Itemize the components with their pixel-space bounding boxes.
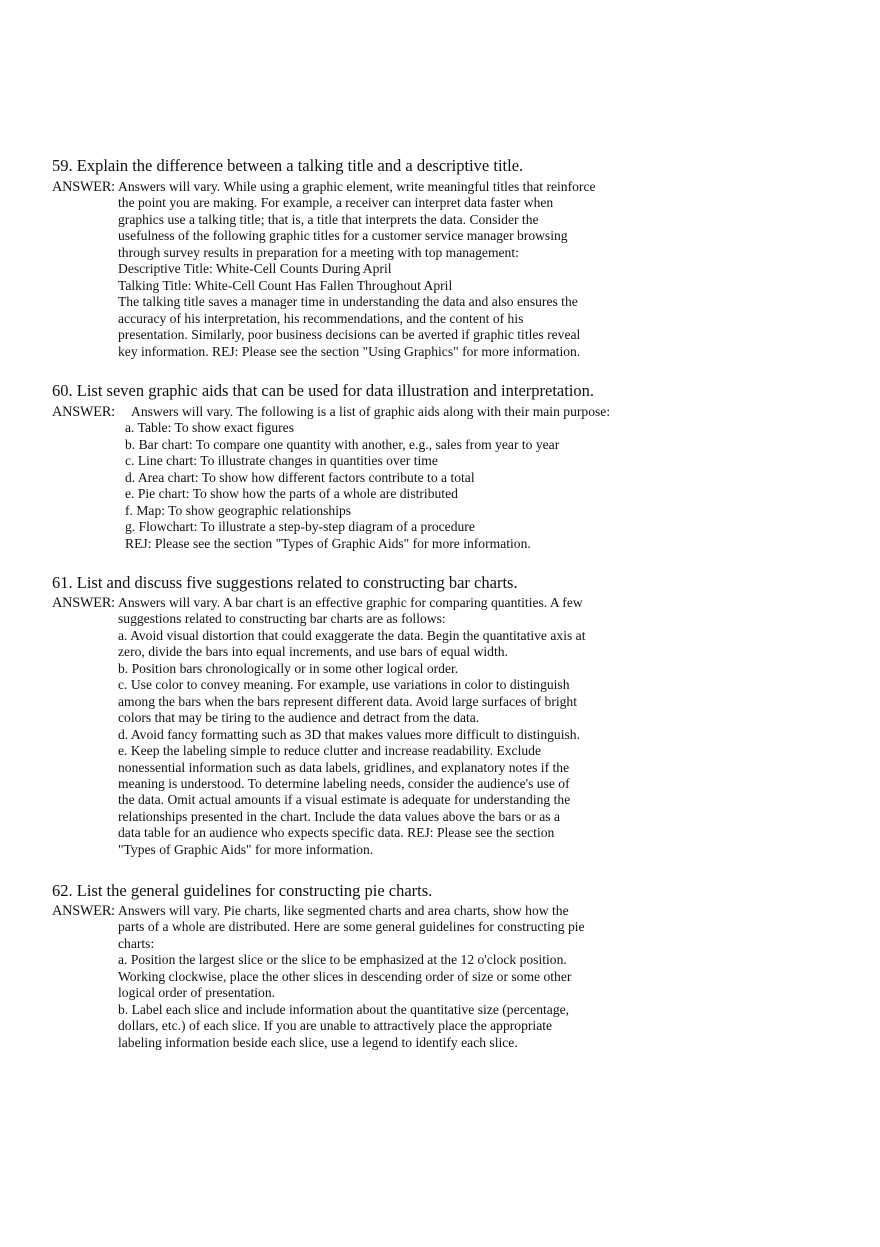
answer-line: The talking title saves a manager time in understanding the data and also ensures the bbox=[118, 294, 578, 310]
answer-line: Answers will vary. Pie charts, like segmented charts and area charts, show how the bbox=[118, 903, 569, 918]
answer-line: the point you are making. For example, a receiver can interpret data faster when bbox=[118, 195, 554, 211]
answer-line: Answers will vary. A bar chart is an effective graphic for comparing quantities. A few bbox=[118, 595, 583, 610]
answer-line: b. Label each slice and include information about the quantitative size (percentage, bbox=[118, 1001, 570, 1017]
answer-line: logical order of presentation. bbox=[118, 985, 276, 1001]
answer-line: a. Table: To show exact figures bbox=[125, 420, 294, 436]
answer-line: "Types of Graphic Aids" for more information. bbox=[118, 841, 374, 857]
answer-line: nonessential information such as data labels, gridlines, and explanatory notes if the bbox=[118, 759, 570, 775]
answer-line: c. Line chart: To illustrate changes in quantities over time bbox=[125, 453, 438, 469]
answer-line: labeling information beside each slice, use a legend to identify each slice. bbox=[118, 1034, 518, 1050]
question-60-answer-label: ANSWER: bbox=[52, 404, 115, 420]
question-61-answer bbox=[118, 595, 630, 858]
question-61-title: 61. List and discuss five suggestions related to constructing bar charts. bbox=[52, 573, 518, 592]
answer-line: graphics use a talking title; that is, a title that interprets the data. Consider the bbox=[118, 211, 539, 227]
answer-line: d. Avoid fancy formatting such as 3D that makes values more difficult to distinguish. bbox=[118, 726, 580, 742]
answer-line: Answers will vary. The following is a list of graphic aids along with their main purpose: bbox=[131, 404, 611, 419]
answer-line: colors that may be tiring to the audience and detract from the data. bbox=[118, 710, 480, 726]
answer-line: the data. Omit actual amounts if a visual estimate is adequate for understanding the bbox=[118, 792, 571, 808]
question-61-answer-label: ANSWER: bbox=[52, 595, 115, 611]
answer-line: f. Map: To show geographic relationships bbox=[125, 502, 352, 518]
answer-line: b. Position bars chronologically or in some other logical order. bbox=[118, 660, 459, 676]
question-59-title: 59. Explain the difference between a talking title and a descriptive title. bbox=[52, 156, 524, 175]
question-60-answer bbox=[125, 404, 643, 552]
answer-line: usefulness of the following graphic titles for a customer service manager browsing bbox=[118, 228, 568, 244]
question-59-answer bbox=[118, 179, 630, 360]
answer-line: data table for an audience who expects specific data. REJ: Please see the section bbox=[118, 825, 555, 841]
answer-line: c. Use color to convey meaning. For example, use variations in color to distinguish bbox=[118, 677, 570, 693]
answer-line: REJ: Please see the section "Types of Graphic Aids" for more information. bbox=[125, 535, 531, 551]
answer-line: key information. REJ: Please see the section "Using Graphics" for more information. bbox=[118, 343, 581, 359]
question-59-answer-label: ANSWER: bbox=[52, 179, 115, 195]
answer-line: meaning is understood. To determine labeling needs, consider the audience's use of bbox=[118, 775, 570, 791]
answer-line: dollars, etc.) of each slice. If you are unable to attractively place the appropriate bbox=[118, 1018, 553, 1034]
answer-line: Talking Title: White-Cell Count Has Fallen Throughout April bbox=[118, 277, 453, 293]
answer-line: g. Flowchart: To illustrate a step-by-step diagram of a procedure bbox=[125, 519, 475, 535]
answer-line: e. Pie chart: To show how the parts of a whole are distributed bbox=[125, 486, 458, 502]
answer-line: Answers will vary. While using a graphic element, write meaningful titles that reinforce bbox=[118, 179, 596, 194]
question-60-title: 60. List seven graphic aids that can be used for data illustration and interpretation. bbox=[52, 381, 595, 400]
answer-line: presentation. Similarly, poor business decisions can be averted if graphic titles reveal bbox=[118, 327, 581, 343]
answer-line: a. Avoid visual distortion that could exaggerate the data. Begin the quantitative axis at bbox=[118, 627, 586, 643]
answer-line: accuracy of his interpretation, his recommendations, and the content of his bbox=[118, 310, 524, 326]
answer-line: zero, divide the bars into equal increments, and use bars of equal width. bbox=[118, 644, 508, 660]
answer-line: parts of a whole are distributed. Here are some general guidelines for constructing pie bbox=[118, 919, 585, 935]
question-62-title: 62. List the general guidelines for constructing pie charts. bbox=[52, 881, 433, 900]
answer-line: relationships presented in the chart. Include the data values above the bars or as a bbox=[118, 808, 561, 824]
answer-line: suggestions related to constructing bar charts are as follows: bbox=[118, 611, 446, 627]
question-62-answer-label: ANSWER: bbox=[52, 903, 115, 919]
answer-line: d. Area chart: To show how different factors contribute to a total bbox=[125, 469, 475, 485]
answer-line: among the bars when the bars represent different data. Avoid large surfaces of bright bbox=[118, 693, 578, 709]
answer-line: charts: bbox=[118, 935, 155, 951]
answer-line: e. Keep the labeling simple to reduce clutter and increase readability. Exclude bbox=[118, 743, 541, 759]
answer-line: Working clockwise, place the other slices in descending order of size or some other bbox=[118, 968, 572, 984]
answer-line: Descriptive Title: White-Cell Counts During April bbox=[118, 261, 392, 277]
answer-line: a. Position the largest slice or the slice to be emphasized at the 12 o'clock position. bbox=[118, 952, 567, 968]
answer-line: through survey results in preparation for a meeting with top management: bbox=[118, 244, 519, 260]
answer-line: b. Bar chart: To compare one quantity with another, e.g., sales from year to year bbox=[125, 436, 560, 452]
question-62-answer bbox=[118, 903, 630, 1051]
